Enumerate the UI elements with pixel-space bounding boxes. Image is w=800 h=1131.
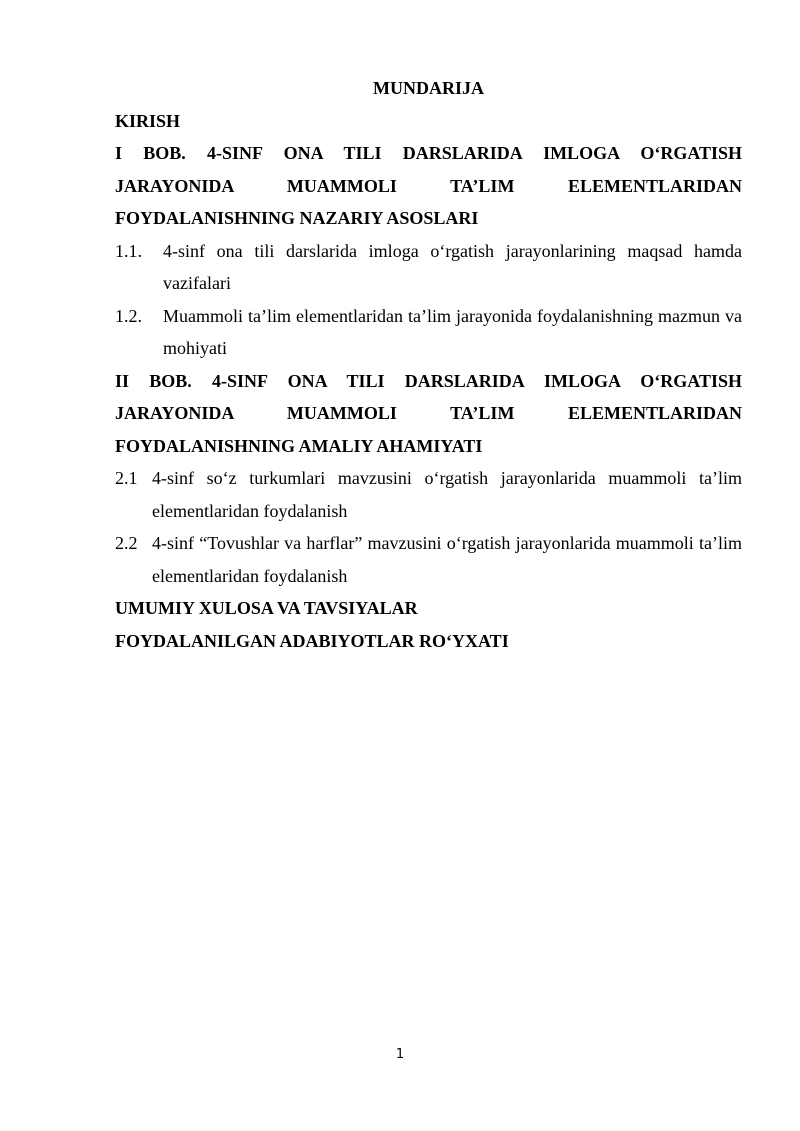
section-number: 1.1. <box>115 240 142 261</box>
toc-section-1-2 <box>115 300 742 365</box>
section-number: 2.1 <box>115 468 138 488</box>
toc-chapter-1-heading: I BOB. 4-SINF ONA TILI DARSLARIDA IMLOGA O‘RGATISH JARAYONIDA MUAMMOLI TA’LIM ELEMENTLARIDAN FOYDALANISHNING NAZARIY ASOSLARI <box>115 143 742 228</box>
page-title: MUNDARIJA <box>373 78 484 98</box>
section-title: 4-sinf so‘z turkumlari mavzusini o‘rgatish jarayonlarida muammoli ta’lim elementlaridan foydalanish <box>152 468 742 521</box>
toc-conclusion: UMUMIY XULOSA VA TAVSIYALAR <box>115 598 418 618</box>
toc-section-2-2 <box>115 527 742 592</box>
page-number: 1 <box>395 1047 405 1062</box>
section-title: 4-sinf ona tili darslarida imloga o‘rgatish jarayonlarining maqsad hamda vazifalari <box>163 240 742 293</box>
toc-section-2-1 <box>115 462 742 527</box>
section-number: 1.2. <box>115 305 142 326</box>
toc-intro: KIRISH <box>115 110 181 131</box>
section-number: 2.2 <box>115 533 138 553</box>
section-title: 4-sinf “Tovushlar va harflar” mavzusini o‘rgatish jarayonlarida muammoli ta’lim elementlaridan foydalanish <box>152 533 742 586</box>
toc-section-1-1 <box>115 235 742 300</box>
table-of-contents <box>115 72 742 657</box>
toc-chapter-2-heading: II BOB. 4-SINF ONA TILI DARSLARIDA IMLOGA O‘RGATISH JARAYONIDA MUAMMOLI TA’LIM ELEMENTLARIDAN FOYDALANISHNING AMALIY AHAMIYATI <box>115 370 742 456</box>
toc-references: FOYDALANILGAN ADABIYOTLAR RO‘YXATI <box>115 630 509 651</box>
section-title: Muammoli ta’lim elementlaridan ta’lim jarayonida foydalanishning mazmun va mohiyati <box>163 305 742 358</box>
